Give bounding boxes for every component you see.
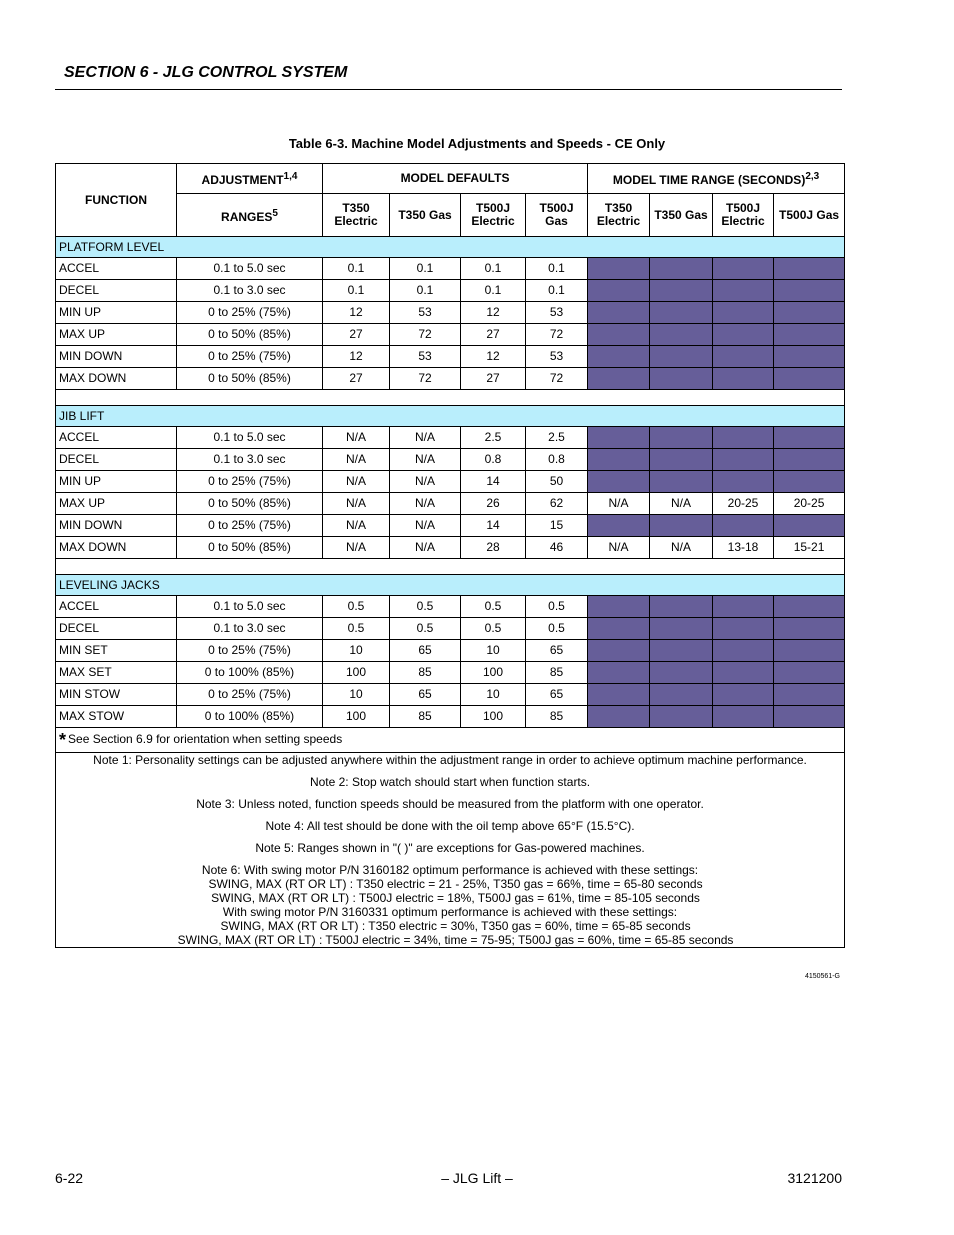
function-header: FUNCTION <box>56 164 177 237</box>
default-cell: 53 <box>390 302 461 324</box>
shaded-cell <box>713 618 774 640</box>
default-cell: N/A <box>323 427 390 449</box>
default-cell: 27 <box>461 324 526 346</box>
default-cell: 0.1 <box>390 258 461 280</box>
default-cell: N/A <box>390 493 461 515</box>
time-range-header: MODEL TIME RANGE (SECONDS)$^{2,3}$ <box>588 164 845 194</box>
time-cell: 20-25 <box>774 493 845 515</box>
shaded-cell <box>650 302 713 324</box>
function-cell: MAX UP <box>56 324 177 346</box>
shaded-cell <box>588 684 650 706</box>
function-cell: MAX UP <box>56 493 177 515</box>
default-cell: 85 <box>390 662 461 684</box>
default-cell: 0.1 <box>390 280 461 302</box>
shaded-cell <box>713 684 774 706</box>
default-cell: 27 <box>323 324 390 346</box>
table-row <box>56 324 845 346</box>
default-cell: N/A <box>390 427 461 449</box>
default-cell: 72 <box>526 324 588 346</box>
shaded-cell <box>588 515 650 537</box>
shaded-cell <box>588 302 650 324</box>
spacer-cell <box>56 559 845 575</box>
shaded-cell <box>774 684 845 706</box>
table-row <box>56 302 845 324</box>
note-line: Note 5: Ranges shown in "( )" are exceptions for Gas-powered machines. <box>255 841 645 855</box>
time-cell: N/A <box>588 493 650 515</box>
note-line: SWING, MAX (RT OR LT) : T500J electric = 18%, T500J gas = 61%, time = 85-105 seconds <box>211 891 700 905</box>
table-row <box>56 449 845 471</box>
function-cell: DECEL <box>56 618 177 640</box>
range-cell: 0.1 to 5.0 sec <box>177 258 323 280</box>
header-rule <box>55 89 842 90</box>
footer-brand: – JLG Lift – <box>441 1170 513 1186</box>
ranges-header: RANGES$^5$ <box>177 194 323 237</box>
note-line: Note 2: Stop watch should start when function starts. <box>309 775 591 789</box>
default-cell: 27 <box>323 368 390 390</box>
range-cell: 0.1 to 3.0 sec <box>177 280 323 302</box>
col-header: T350 Electric <box>323 194 390 237</box>
shaded-cell <box>774 640 845 662</box>
shaded-cell <box>588 427 650 449</box>
default-cell: 12 <box>461 302 526 324</box>
note <box>59 775 841 789</box>
function-cell: DECEL <box>56 280 177 302</box>
shaded-cell <box>713 706 774 728</box>
range-cell: 0 to 25% (75%) <box>177 471 323 493</box>
range-cell: 0 to 50% (85%) <box>177 324 323 346</box>
table-title: Table 6-3. Machine Model Adjustments and Speeds - CE Only <box>288 136 666 151</box>
shaded-cell <box>588 471 650 493</box>
shaded-cell <box>774 618 845 640</box>
range-cell: 0.1 to 5.0 sec <box>177 427 323 449</box>
default-cell: 100 <box>461 706 526 728</box>
shaded-cell <box>713 280 774 302</box>
shaded-cell <box>650 515 713 537</box>
default-cell: N/A <box>323 537 390 559</box>
default-cell: N/A <box>323 471 390 493</box>
shaded-cell <box>774 515 845 537</box>
shaded-cell <box>774 596 845 618</box>
shaded-cell <box>588 280 650 302</box>
function-cell: MIN UP <box>56 302 177 324</box>
default-cell: 85 <box>526 662 588 684</box>
shaded-cell <box>774 427 845 449</box>
default-cell: 0.5 <box>323 618 390 640</box>
note-line: SWING, MAX (RT OR LT) : T500J electric = 34%, time = 75-95; T500J gas = 60%, time = 65-85 seconds <box>177 933 734 947</box>
default-cell: 26 <box>461 493 526 515</box>
range-cell: 0 to 25% (75%) <box>177 515 323 537</box>
table-body <box>56 237 845 728</box>
default-cell: 12 <box>323 302 390 324</box>
shaded-cell <box>588 596 650 618</box>
table-row <box>56 596 845 618</box>
shaded-cell <box>713 515 774 537</box>
note-line: Note 3: Unless noted, function speeds should be measured from the platform with one operator. <box>196 797 704 811</box>
default-cell: 53 <box>526 302 588 324</box>
function-cell: MIN DOWN <box>56 346 177 368</box>
shaded-cell <box>774 449 845 471</box>
note <box>59 863 841 947</box>
time-cell: N/A <box>588 537 650 559</box>
default-cell: N/A <box>390 449 461 471</box>
note-line: Note 6: With swing motor P/N 3160182 optimum performance is achieved with these settings: <box>201 863 699 877</box>
table-row <box>56 706 845 728</box>
col-header: T500J Gas <box>774 194 845 237</box>
col-header: T350 Gas <box>650 194 713 237</box>
range-cell: 0 to 25% (75%) <box>177 346 323 368</box>
table-row <box>56 368 845 390</box>
shaded-cell <box>650 596 713 618</box>
range-cell: 0 to 50% (85%) <box>177 368 323 390</box>
default-cell: 50 <box>526 471 588 493</box>
range-cell: 0.1 to 5.0 sec <box>177 596 323 618</box>
default-cell: 10 <box>323 640 390 662</box>
default-cell: N/A <box>323 493 390 515</box>
shaded-cell <box>774 662 845 684</box>
default-cell: 28 <box>461 537 526 559</box>
footnote-text: See Section 6.9 for orientation when setting speeds <box>68 732 343 746</box>
function-cell: ACCEL <box>56 427 177 449</box>
function-cell: MIN UP <box>56 471 177 493</box>
shaded-cell <box>713 324 774 346</box>
default-cell: 0.5 <box>461 618 526 640</box>
default-cell: 62 <box>526 493 588 515</box>
default-cell: 2.5 <box>526 427 588 449</box>
shaded-cell <box>650 258 713 280</box>
default-cell: 14 <box>461 471 526 493</box>
table-row <box>56 427 845 449</box>
note <box>59 819 841 833</box>
shaded-cell <box>650 618 713 640</box>
section-row <box>56 406 845 427</box>
function-cell: MIN STOW <box>56 684 177 706</box>
shaded-cell <box>774 471 845 493</box>
shaded-cell <box>588 618 650 640</box>
note <box>59 797 841 811</box>
model-defaults-header: MODEL DEFAULTS <box>323 164 588 194</box>
shaded-cell <box>588 449 650 471</box>
shaded-cell <box>774 324 845 346</box>
shaded-cell <box>588 640 650 662</box>
default-cell: 72 <box>390 324 461 346</box>
note <box>59 753 841 767</box>
default-cell: N/A <box>390 471 461 493</box>
adjustments-table <box>55 163 845 948</box>
shaded-cell <box>774 346 845 368</box>
section-row <box>56 237 845 258</box>
table-row <box>56 618 845 640</box>
shaded-cell <box>774 368 845 390</box>
range-cell: 0 to 50% (85%) <box>177 537 323 559</box>
default-cell: N/A <box>323 515 390 537</box>
note-line: SWING, MAX (RT OR LT) : T350 electric = 30%, T350 gas = 60%, time = 65-85 seconds <box>220 919 691 933</box>
default-cell: 65 <box>526 684 588 706</box>
col-header: T500J Electric <box>461 194 526 237</box>
function-cell: MAX DOWN <box>56 537 177 559</box>
section-title: JIB LIFT <box>56 406 845 427</box>
default-cell: 65 <box>390 684 461 706</box>
default-cell: 0.5 <box>461 596 526 618</box>
function-cell: MAX STOW <box>56 706 177 728</box>
shaded-cell <box>650 684 713 706</box>
shaded-cell <box>588 706 650 728</box>
section-title: LEVELING JACKS <box>56 575 845 596</box>
footnote-star: * <box>59 730 67 750</box>
range-cell: 0 to 25% (75%) <box>177 640 323 662</box>
shaded-cell <box>713 449 774 471</box>
time-cell: 20-25 <box>713 493 774 515</box>
spacer-cell <box>56 390 845 406</box>
table-row <box>56 640 845 662</box>
time-cell: 15-21 <box>774 537 845 559</box>
shaded-cell <box>588 368 650 390</box>
range-cell: 0 to 100% (85%) <box>177 662 323 684</box>
default-cell: 0.5 <box>390 618 461 640</box>
default-cell: 10 <box>461 684 526 706</box>
spacer-row <box>56 390 845 406</box>
default-cell: 2.5 <box>461 427 526 449</box>
default-cell: 100 <box>461 662 526 684</box>
table-row <box>56 684 845 706</box>
shaded-cell <box>713 471 774 493</box>
range-cell: 0.1 to 3.0 sec <box>177 449 323 471</box>
default-cell: 72 <box>526 368 588 390</box>
default-cell: 0.1 <box>461 280 526 302</box>
shaded-cell <box>650 324 713 346</box>
default-cell: 12 <box>323 346 390 368</box>
default-cell: 10 <box>461 640 526 662</box>
function-cell: MIN SET <box>56 640 177 662</box>
shaded-cell <box>713 596 774 618</box>
default-cell: 0.1 <box>323 258 390 280</box>
note <box>59 841 841 855</box>
default-cell: 0.5 <box>323 596 390 618</box>
function-cell: MIN DOWN <box>56 515 177 537</box>
col-header: T500J Electric <box>713 194 774 237</box>
shaded-cell <box>588 258 650 280</box>
section-row <box>56 575 845 596</box>
function-cell: MAX DOWN <box>56 368 177 390</box>
col-header: T500J Gas <box>526 194 588 237</box>
shaded-cell <box>588 346 650 368</box>
range-cell: 0 to 25% (75%) <box>177 302 323 324</box>
default-cell: 85 <box>390 706 461 728</box>
range-cell: 0 to 100% (85%) <box>177 706 323 728</box>
table-row <box>56 493 845 515</box>
shaded-cell <box>713 640 774 662</box>
default-cell: 15 <box>526 515 588 537</box>
range-cell: 0.1 to 3.0 sec <box>177 618 323 640</box>
shaded-cell <box>713 427 774 449</box>
default-cell: 14 <box>461 515 526 537</box>
note-line: Note 4: All test should be done with the oil temp above 65°F (15.5°C). <box>265 819 635 833</box>
shaded-cell <box>650 368 713 390</box>
shaded-cell <box>713 302 774 324</box>
table-row <box>56 258 845 280</box>
shaded-cell <box>713 662 774 684</box>
default-cell: 0.5 <box>526 596 588 618</box>
time-cell: N/A <box>650 537 713 559</box>
default-cell: N/A <box>390 537 461 559</box>
default-cell: 53 <box>526 346 588 368</box>
shaded-cell <box>650 346 713 368</box>
shaded-cell <box>774 706 845 728</box>
section-header: SECTION 6 - JLG CONTROL SYSTEM <box>64 64 348 81</box>
default-cell: 0.1 <box>323 280 390 302</box>
shaded-cell <box>650 471 713 493</box>
shaded-cell <box>774 302 845 324</box>
default-cell: 0.1 <box>526 258 588 280</box>
section-title: PLATFORM LEVEL <box>56 237 845 258</box>
shaded-cell <box>713 258 774 280</box>
col-header: T350 Gas <box>390 194 461 237</box>
function-cell: DECEL <box>56 449 177 471</box>
page-number: 6-22 <box>55 1170 84 1186</box>
default-cell: 0.8 <box>526 449 588 471</box>
default-cell: N/A <box>323 449 390 471</box>
notes-cell <box>56 753 845 948</box>
default-cell: 0.5 <box>390 596 461 618</box>
shaded-cell <box>650 449 713 471</box>
table-row <box>56 537 845 559</box>
shaded-cell <box>713 346 774 368</box>
document-number: 3121200 <box>787 1170 842 1186</box>
note-line: Note 1: Personality settings can be adjusted anywhere within the adjustment range in order to achieve optimum machine performance. <box>93 753 807 767</box>
spacer-row <box>56 559 845 575</box>
note-line: SWING, MAX (RT OR LT) : T350 electric = 21 - 25%, T350 gas = 66%, time = 65-80 seconds <box>208 877 703 891</box>
table-row <box>56 346 845 368</box>
shaded-cell <box>650 427 713 449</box>
col-header: T350 Electric <box>588 194 650 237</box>
range-cell: 0 to 25% (75%) <box>177 684 323 706</box>
shaded-cell <box>588 662 650 684</box>
shaded-cell <box>650 640 713 662</box>
default-cell: 53 <box>390 346 461 368</box>
function-cell: MAX SET <box>56 662 177 684</box>
shaded-cell <box>774 280 845 302</box>
time-cell: N/A <box>650 493 713 515</box>
shaded-cell <box>588 324 650 346</box>
default-cell: 100 <box>323 662 390 684</box>
default-cell: 0.8 <box>461 449 526 471</box>
default-cell: 46 <box>526 537 588 559</box>
default-cell: 65 <box>390 640 461 662</box>
table-row <box>56 471 845 493</box>
figure-code: 4150561-G <box>804 973 840 980</box>
table-row <box>56 662 845 684</box>
function-cell: ACCEL <box>56 596 177 618</box>
default-cell: 85 <box>526 706 588 728</box>
table-row <box>56 515 845 537</box>
default-cell: 0.1 <box>526 280 588 302</box>
time-cell: 13-18 <box>713 537 774 559</box>
table-row <box>56 280 845 302</box>
default-cell: 72 <box>390 368 461 390</box>
default-cell: N/A <box>390 515 461 537</box>
shaded-cell <box>650 706 713 728</box>
shaded-cell <box>650 280 713 302</box>
default-cell: 0.5 <box>526 618 588 640</box>
default-cell: 100 <box>323 706 390 728</box>
shaded-cell <box>650 662 713 684</box>
default-cell: 27 <box>461 368 526 390</box>
default-cell: 10 <box>323 684 390 706</box>
shaded-cell <box>713 368 774 390</box>
adjustment-header: ADJUSTMENT$^{1,4}$ <box>177 164 323 194</box>
default-cell: 65 <box>526 640 588 662</box>
shaded-cell <box>774 258 845 280</box>
note-line: With swing motor P/N 3160331 optimum performance is achieved with these settings: <box>222 905 678 919</box>
range-cell: 0 to 50% (85%) <box>177 493 323 515</box>
function-cell: ACCEL <box>56 258 177 280</box>
footnote-row <box>56 728 845 753</box>
default-cell: 0.1 <box>461 258 526 280</box>
default-cell: 12 <box>461 346 526 368</box>
